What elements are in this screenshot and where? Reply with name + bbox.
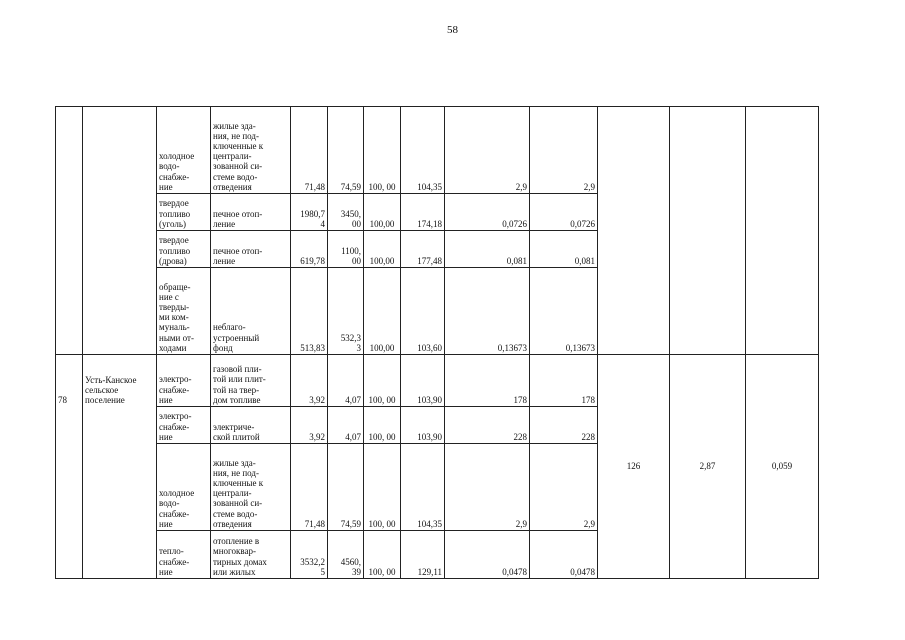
value-cell: 103,90 [401,355,445,407]
value-cell: 74,59 [328,444,364,531]
settlement-cell [83,444,157,531]
category-cell: жилые зда- ния, не под- ключенные к централи- зованной си- стеме водо- отведения [211,107,291,194]
value-cell: 2,9 [530,107,598,194]
value-cell: 2,9 [530,444,598,531]
value-cell: 0,13673 [445,268,530,355]
category-cell: электриче- ской плитой [211,407,291,444]
value-cell: 71,48 [291,444,328,531]
value-cell: 513,83 [291,268,328,355]
value-cell: 178 [445,355,530,407]
value-cell: 3450, 00 [328,194,364,231]
value-cell: 100,00 [364,231,401,268]
value-cell: 619,78 [291,231,328,268]
value-cell: 0,0726 [530,194,598,231]
value-cell: 228 [445,407,530,444]
value-cell: 100, 00 [364,107,401,194]
settlement-cell [83,231,157,268]
service-cell: тепло- снабже- ние [157,531,211,579]
settlement-cell [83,531,157,579]
settlement-cell [83,268,157,355]
category-cell: отопление в многоквар- тирных домах или жилых [211,531,291,579]
settlement-cell [83,407,157,444]
empty-cell [598,107,670,355]
summary-cell: 126 [598,355,670,579]
empty-cell [670,107,746,355]
value-cell: 3,92 [291,407,328,444]
page-number: 58 [447,24,458,36]
value-cell: 2,9 [445,107,530,194]
value-cell: 174,18 [401,194,445,231]
value-cell: 74,59 [328,107,364,194]
table-row [56,107,819,194]
service-cell: твердое топливо (дрова) [157,231,211,268]
category-cell: неблаго- устроенный фонд [211,268,291,355]
service-cell: холодное водо- снабже- ние [157,107,211,194]
service-cell: холодное водо- снабже- ние [157,444,211,531]
value-cell: 177,48 [401,231,445,268]
empty-cell [746,107,819,355]
value-cell: 178 [530,355,598,407]
service-cell: обраще- ние с тверды- ми ком- муналь- ными от- ходами [157,268,211,355]
summary-cell: 2,87 [670,355,746,579]
value-cell: 4,07 [328,407,364,444]
value-cell: 3,92 [291,355,328,407]
value-cell: 100,00 [364,268,401,355]
service-cell: электро- снабже- ние [157,407,211,444]
row-number-cell: 78 [56,355,83,407]
row-number-cell [56,531,83,579]
value-cell: 0,0726 [445,194,530,231]
value-cell: 228 [530,407,598,444]
data-table [55,106,819,579]
settlement-cell: Усть-Канское сельское поселение [83,355,157,407]
row-number-cell [56,268,83,355]
value-cell: 103,60 [401,268,445,355]
category-cell: печное отоп- ление [211,194,291,231]
service-cell: электро- снабже- ние [157,355,211,407]
value-cell: 100, 00 [364,531,401,579]
settlement-cell [83,194,157,231]
value-cell: 0,0478 [530,531,598,579]
value-cell: 103,90 [401,407,445,444]
category-cell: жилые зда- ния, не под- ключенные к централи- зованной си- стеме водо- отведения [211,444,291,531]
settlement-cell [83,107,157,194]
value-cell: 0,081 [530,231,598,268]
value-cell: 0,081 [445,231,530,268]
value-cell: 2,9 [445,444,530,531]
value-cell: 71,48 [291,107,328,194]
value-cell: 4560, 39 [328,531,364,579]
row-number-cell [56,231,83,268]
summary-cell: 0,059 [746,355,819,579]
row-number-cell [56,407,83,444]
value-cell: 1100, 00 [328,231,364,268]
value-cell: 100, 00 [364,355,401,407]
value-cell: 100, 00 [364,444,401,531]
table-row [56,355,819,407]
value-cell: 104,35 [401,444,445,531]
category-cell: печное отоп- ление [211,231,291,268]
service-cell: твердое топливо (уголь) [157,194,211,231]
row-number-cell [56,444,83,531]
value-cell: 532,3 3 [328,268,364,355]
value-cell: 0,0478 [445,531,530,579]
row-number-cell [56,107,83,194]
row-number-cell [56,194,83,231]
value-cell: 0,13673 [530,268,598,355]
category-cell: газовой пли- той или плит- той на твер- дом топливе [211,355,291,407]
value-cell: 100,00 [364,194,401,231]
value-cell: 104,35 [401,107,445,194]
value-cell: 129,11 [401,531,445,579]
value-cell: 1980,7 4 [291,194,328,231]
value-cell: 100, 00 [364,407,401,444]
value-cell: 3532,2 5 [291,531,328,579]
value-cell: 4,07 [328,355,364,407]
